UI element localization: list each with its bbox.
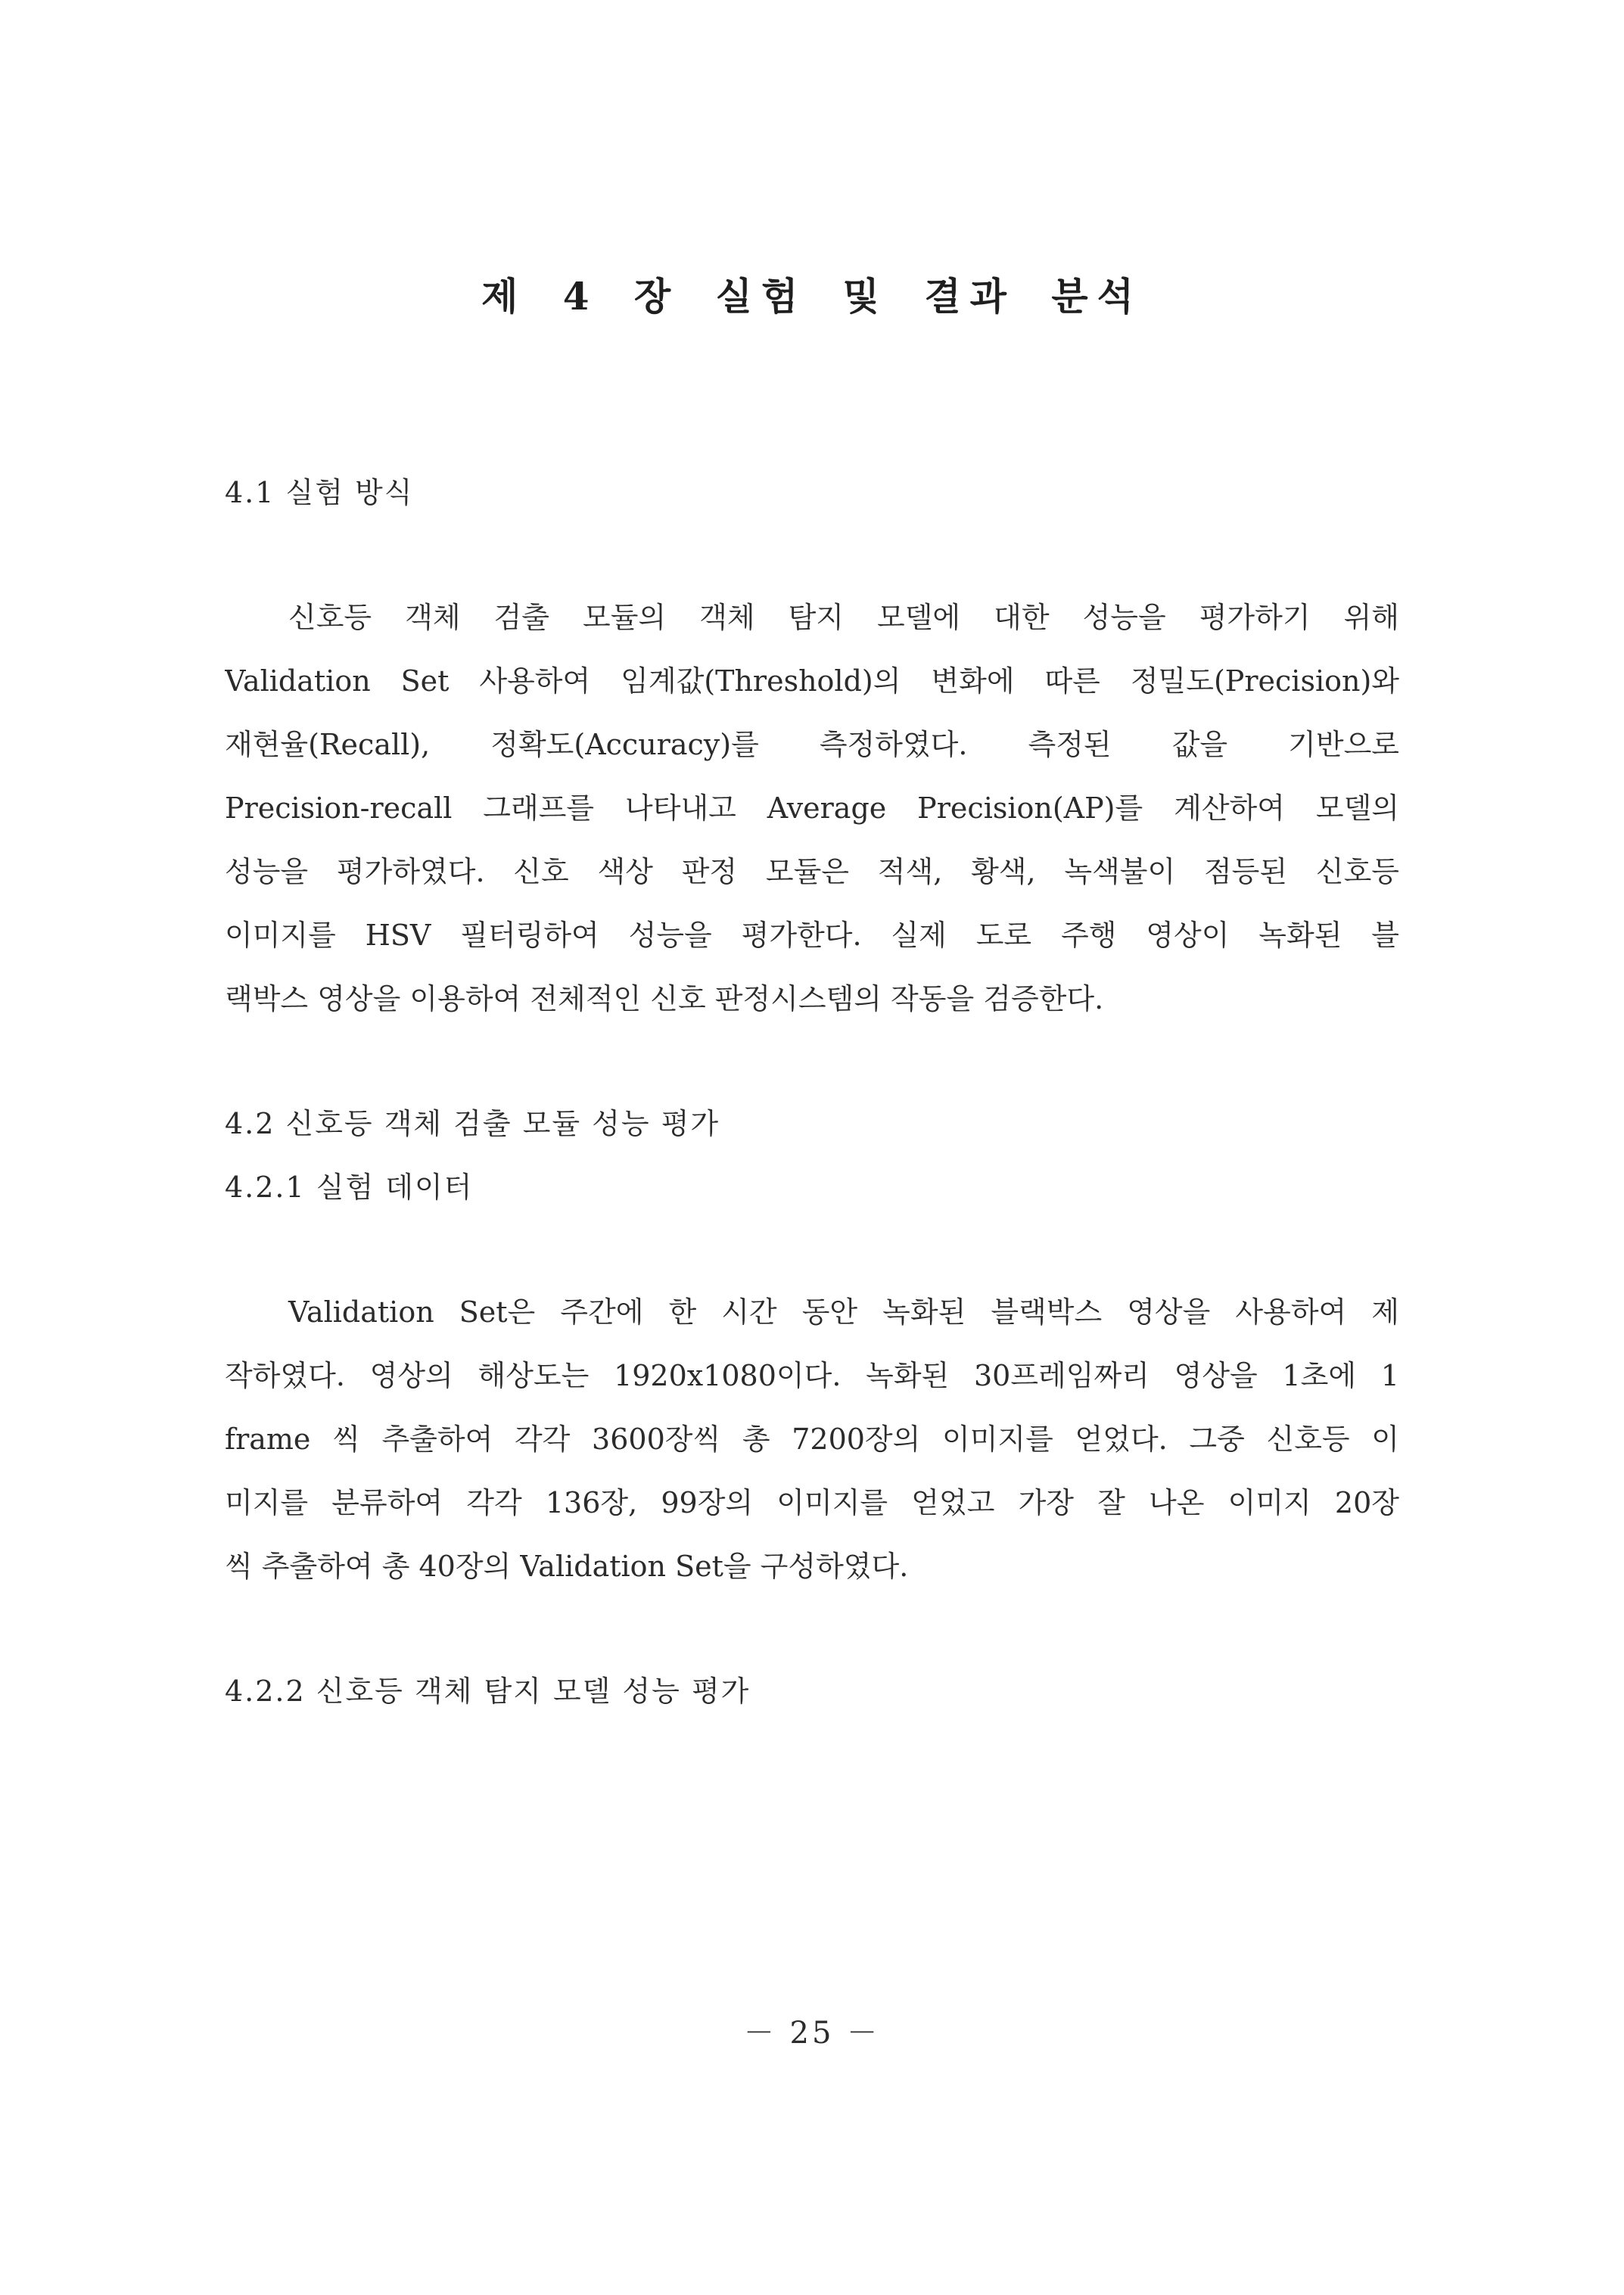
- section-4-2-1-paragraph: [225, 1280, 1399, 1598]
- paragraph-line: 미지를 분류하여 각각 136장, 99장의 이미지를 얻었고 가장 잘 나온 이미지 20장: [225, 1486, 1399, 1519]
- chapter-title: 제 4 장 실험 및 결과 분석: [481, 274, 1143, 319]
- paragraph-line: Validation Set은 주간에 한 시간 동안 녹화된 블랙박스 영상을 사용하여 제: [288, 1295, 1399, 1329]
- section-heading-4-2: 4.2 신호등 객체 검출 모듈 성능 평가: [225, 1107, 720, 1140]
- paragraph-line: Validation Set 사용하여 임계값(Threshold)의 변화에 따른 정밀도(Precision)와: [225, 664, 1399, 698]
- section-heading-4-2-1: 4.2.1 실험 데이터: [225, 1171, 474, 1204]
- section-4-1-paragraph: [225, 586, 1399, 1031]
- paragraph-line: 랙박스 영상을 이용하여 전체적인 신호 판정시스템의 작동을 검증한다.: [225, 982, 1104, 1015]
- paragraph-line: Precision-recall 그래프를 나타내고 Average Precision(AP)를 계산하여 모델의: [225, 791, 1399, 825]
- section-heading-4-2-2: 4.2.2 신호등 객체 탐지 모델 성능 평가: [225, 1675, 751, 1708]
- paragraph-line: frame 씩 추출하여 각각 3600장씩 총 7200장의 이미지를 얻었다. 그중 신호등 이: [225, 1423, 1399, 1456]
- paragraph-line: 성능을 평가하였다. 신호 색상 판정 모듈은 적색, 황색, 녹색불이 점등된 신호등: [225, 855, 1399, 888]
- paragraph-line: 작하였다. 영상의 해상도는 1920x1080이다. 녹화된 30프레임짜리 영상을 1초에 1: [225, 1359, 1399, 1392]
- paragraph-line: 씩 추출하여 총 40장의 Validation Set을 구성하였다.: [225, 1550, 909, 1583]
- page-number: － 25 －: [743, 2016, 881, 2051]
- paragraph-line: 이미지를 HSV 필터링하여 성능을 평가한다. 실제 도로 주행 영상이 녹화된 블: [225, 919, 1399, 952]
- section-heading-4-1: 4.1 실험 방식: [225, 476, 414, 509]
- paragraph-line: 재현율(Recall), 정확도(Accuracy)를 측정하였다. 측정된 값을 기반으로: [225, 728, 1399, 761]
- paragraph-line: 신호등 객체 검출 모듈의 객체 탐지 모델에 대한 성능을 평가하기 위해: [288, 601, 1399, 634]
